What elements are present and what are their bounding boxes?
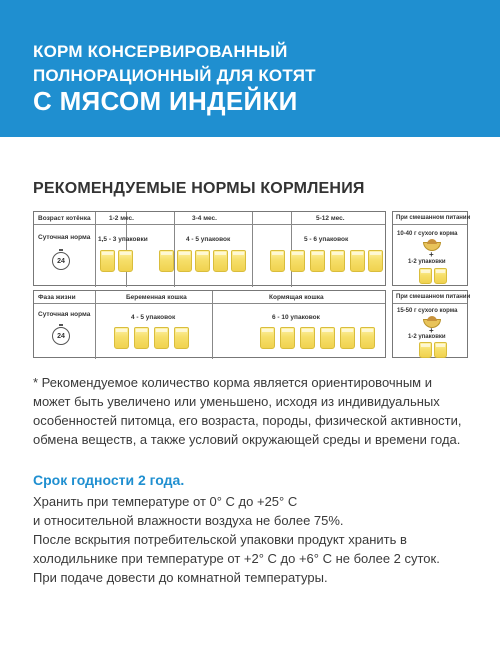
wet-food-amount: 1-2 упаковки — [408, 334, 446, 340]
food-pack-icon — [114, 327, 129, 349]
header-title — [33, 40, 316, 88]
food-pack-icon — [350, 250, 365, 272]
food-pack-icon — [419, 268, 432, 284]
header-subtitle: С МЯСОМ ИНДЕЙКИ — [33, 86, 298, 116]
clock-24-icon: 24 — [52, 327, 70, 345]
age-column-header: 1-2 мес. — [109, 215, 134, 222]
age-column-header: 3-4 мес. — [192, 215, 217, 222]
food-pack-icon — [100, 250, 115, 272]
storage-line: и относительной влажности воздуха не более 75%. — [33, 513, 344, 528]
food-pack-icon — [260, 327, 275, 349]
food-pack-icon — [231, 250, 246, 272]
phase-column-header: Кормящая кошка — [269, 294, 324, 301]
storage-line: холодильнике при температуре от +2° С до +6° С не более 2 суток. — [33, 551, 440, 566]
dry-food-amount: 15-50 г сухого корма — [397, 308, 458, 314]
food-pack-icon — [290, 250, 305, 272]
feeding-table-kitten — [33, 211, 386, 286]
age-column-header: 5-12 мес. — [316, 215, 345, 222]
table-row-label: Суточная норма — [38, 311, 91, 318]
food-pack-icon — [213, 250, 228, 272]
daily-amount: 6 - 10 упаковок — [272, 314, 320, 321]
food-pack-icon — [310, 250, 325, 272]
food-pack-icon — [118, 250, 133, 272]
header-banner — [0, 0, 500, 137]
food-pack-icon — [340, 327, 355, 349]
phase-column-header: Беременная кошка — [126, 294, 187, 301]
food-pack-icon — [177, 250, 192, 272]
food-pack-icon — [195, 250, 210, 272]
plus-sign: + — [429, 250, 434, 259]
storage-instructions — [33, 492, 473, 587]
clock-24-icon: 24 — [52, 252, 70, 270]
storage-line: При подаче довести до комнатной температуры. — [33, 570, 328, 585]
feeding-table-adult — [33, 290, 386, 358]
food-pack-icon — [434, 268, 447, 284]
storage-line: Хранить при температуре от 0° С до +25° С — [33, 494, 298, 509]
food-pack-icon — [360, 327, 375, 349]
mixed-feeding-header: При смешанном питании — [396, 215, 471, 221]
food-pack-icon — [280, 327, 295, 349]
food-pack-icon — [320, 327, 335, 349]
dry-food-amount: 10-40 г сухого корма — [397, 231, 458, 237]
food-pack-icon — [270, 250, 285, 272]
mixed-feeding-box-adult — [392, 290, 471, 358]
mixed-feeding-header: При смешанном питании — [396, 294, 471, 300]
food-pack-icon — [300, 327, 315, 349]
daily-amount: 1,5 - 3 упаковки — [98, 236, 148, 243]
header-line-1: КОРМ КОНСЕРВИРОВАННЫЙ — [33, 42, 288, 61]
table-col-header: Возраст котёнка — [38, 215, 91, 222]
food-pack-icon — [330, 250, 345, 272]
daily-amount: 4 - 5 упаковок — [186, 236, 231, 243]
storage-line: После вскрытия потребительской упаковки продукт хранить в — [33, 532, 407, 547]
mixed-feeding-box-kitten — [392, 211, 471, 286]
food-pack-icon — [419, 342, 432, 358]
shelf-life-title: Срок годности 2 года. — [33, 472, 185, 488]
food-pack-icon — [154, 327, 169, 349]
table-row-label: Суточная норма — [38, 234, 91, 241]
food-pack-icon — [368, 250, 383, 272]
daily-amount: 4 - 5 упаковок — [131, 314, 176, 321]
section-title: РЕКОМЕНДУЕМЫЕ НОРМЫ КОРМЛЕНИЯ — [33, 180, 365, 197]
header-line-2: ПОЛНОРАЦИОННЫЙ ДЛЯ КОТЯТ — [33, 66, 316, 85]
daily-amount: 5 - 6 упаковок — [304, 236, 349, 243]
food-pack-icon — [159, 250, 174, 272]
plus-sign: + — [429, 326, 434, 335]
food-pack-icon — [434, 342, 447, 358]
wet-food-amount: 1-2 упаковки — [408, 259, 446, 265]
food-pack-icon — [134, 327, 149, 349]
feeding-note: * Рекомендуемое количество корма является ориентировочным и может быть увеличено или уменьшено, исходя из индивидуальных особенностей питомца, его возраста, породы, физической активности, обмена веществ, а также условий окружающей среды и времени года. — [33, 375, 462, 447]
food-pack-icon — [174, 327, 189, 349]
table-col-header: Фаза жизни — [38, 294, 76, 301]
